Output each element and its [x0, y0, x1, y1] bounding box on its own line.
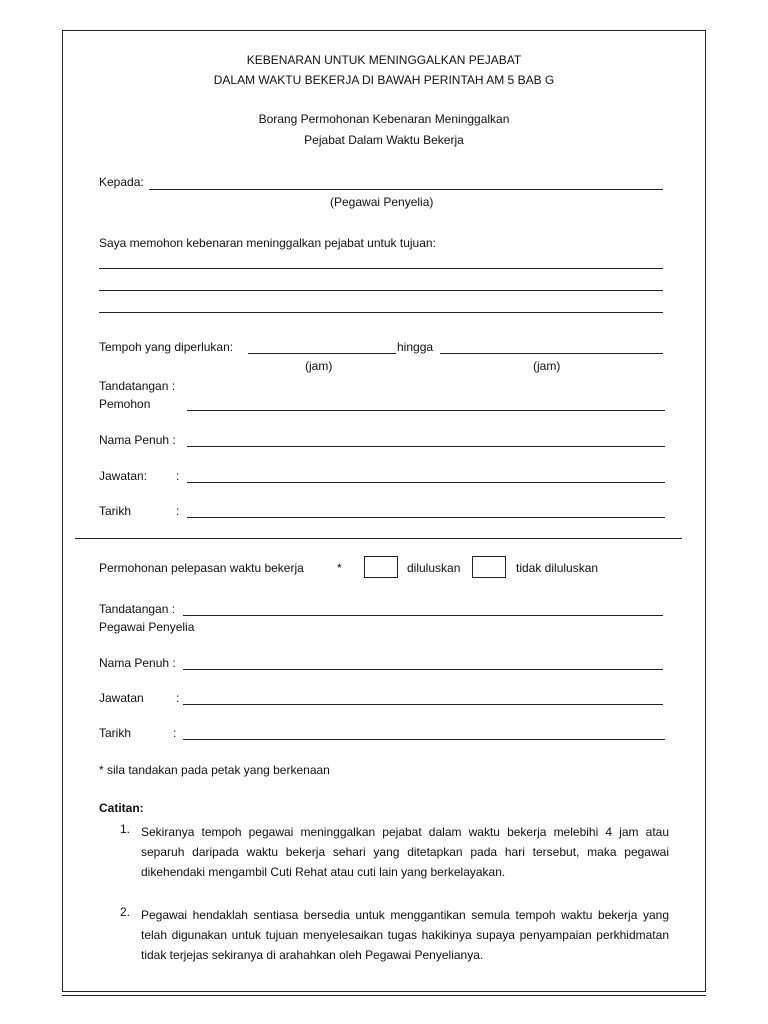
kepada-label: Kepada:: [99, 175, 144, 189]
applicant-signature-field[interactable]: [187, 410, 665, 411]
footnote: * sila tandakan pada petak yang berkenaan: [99, 763, 330, 777]
supervisor-date-label: Tarikh: [99, 726, 132, 740]
note-1-number: 1.: [120, 822, 131, 836]
approved-checkbox[interactable]: [364, 556, 398, 578]
supervisor-signature-sublabel: Pegawai Penyelia: [99, 620, 195, 634]
applicant-date-label: Tarikh: [99, 504, 132, 518]
purpose-line-1[interactable]: [99, 268, 663, 269]
supervisor-date-colon: :: [173, 726, 177, 740]
note-1-text: Sekiranya tempoh pegawai meninggalkan pejabat dalam waktu bekerja melebihi 4 jam atau separuh daripada waktu bekerja sehari yang ditetapkan pada hari tersebut, maka pegawai dikehendaki mengambil Cuti Rehat atau cuti lain yang berkelayakan.: [141, 825, 669, 879]
supervisor-date-field[interactable]: [183, 739, 665, 740]
supervisor-position-label: Jawatan: [99, 691, 144, 705]
purpose-label: Saya memohon kebenaran meninggalkan pejabat untuk tujuan:: [99, 236, 436, 250]
applicant-signature-label: Tandatangan :: [99, 379, 176, 393]
applicant-position-label: Jawatan:: [99, 469, 148, 483]
applicant-signature-sublabel: Pemohon: [99, 397, 151, 411]
applicant-position-colon: :: [176, 469, 180, 483]
page-bottom-rule: [62, 995, 706, 996]
form-subtitle-line-2: Pejabat Dalam Waktu Bekerja: [304, 133, 464, 147]
tempoh-end-field[interactable]: [440, 353, 663, 354]
purpose-line-3[interactable]: [99, 312, 663, 313]
approved-label: diluluskan: [407, 561, 461, 575]
supervisor-name-label: Nama Penuh :: [99, 656, 176, 670]
supervisor-name-field[interactable]: [183, 669, 663, 670]
release-request-label: Permohonan pelepasan waktu bekerja: [99, 561, 304, 575]
tempoh-label: Tempoh yang diperlukan:: [99, 340, 234, 354]
jam-caption-end: (jam): [533, 359, 561, 373]
not-approved-checkbox[interactable]: [472, 556, 506, 578]
applicant-position-field[interactable]: [187, 482, 665, 483]
supervisor-signature-label: Tandatangan :: [99, 602, 176, 616]
jam-caption-start: (jam): [305, 359, 333, 373]
form-title-line-1: KEBENARAN UNTUK MENINGGALKAN PEJABAT: [246, 53, 522, 67]
form-subtitle-line-1: Borang Permohonan Kebenaran Meninggalkan: [258, 112, 510, 126]
section-divider: [75, 538, 682, 539]
applicant-name-label: Nama Penuh :: [99, 433, 176, 447]
supervisor-position-colon: :: [176, 691, 180, 705]
not-approved-label: tidak diluluskan: [516, 561, 599, 575]
applicant-name-field[interactable]: [187, 446, 665, 447]
tempoh-start-field[interactable]: [248, 353, 396, 354]
applicant-date-field[interactable]: [187, 517, 665, 518]
supervisor-signature-field[interactable]: [183, 615, 663, 616]
hingga-label: hingga: [397, 340, 434, 354]
notes-heading: Catitan:: [99, 801, 144, 815]
note-2-number: 2.: [120, 905, 131, 919]
purpose-line-2[interactable]: [99, 290, 663, 291]
kepada-caption: (Pegawai Penyelia): [330, 195, 434, 209]
form-title-line-2: DALAM WAKTU BEKERJA DI BAWAH PERINTAH AM 5 BAB G: [213, 73, 555, 87]
supervisor-position-field[interactable]: [183, 704, 663, 705]
release-request-asterisk: *: [337, 561, 342, 575]
applicant-date-colon: :: [176, 504, 180, 518]
note-2-text: Pegawai hendaklah sentiasa bersedia untuk menggantikan semula tempoh waktu bekerja yang telah digunakan untuk tujuan menyelesaikan tugas hakikinya supaya penyampaian perkhidmatan tidak terjejas sekiranya di arahahkan oleh Pegawai Penyelianya.: [141, 908, 669, 962]
kepada-field[interactable]: [149, 189, 663, 190]
